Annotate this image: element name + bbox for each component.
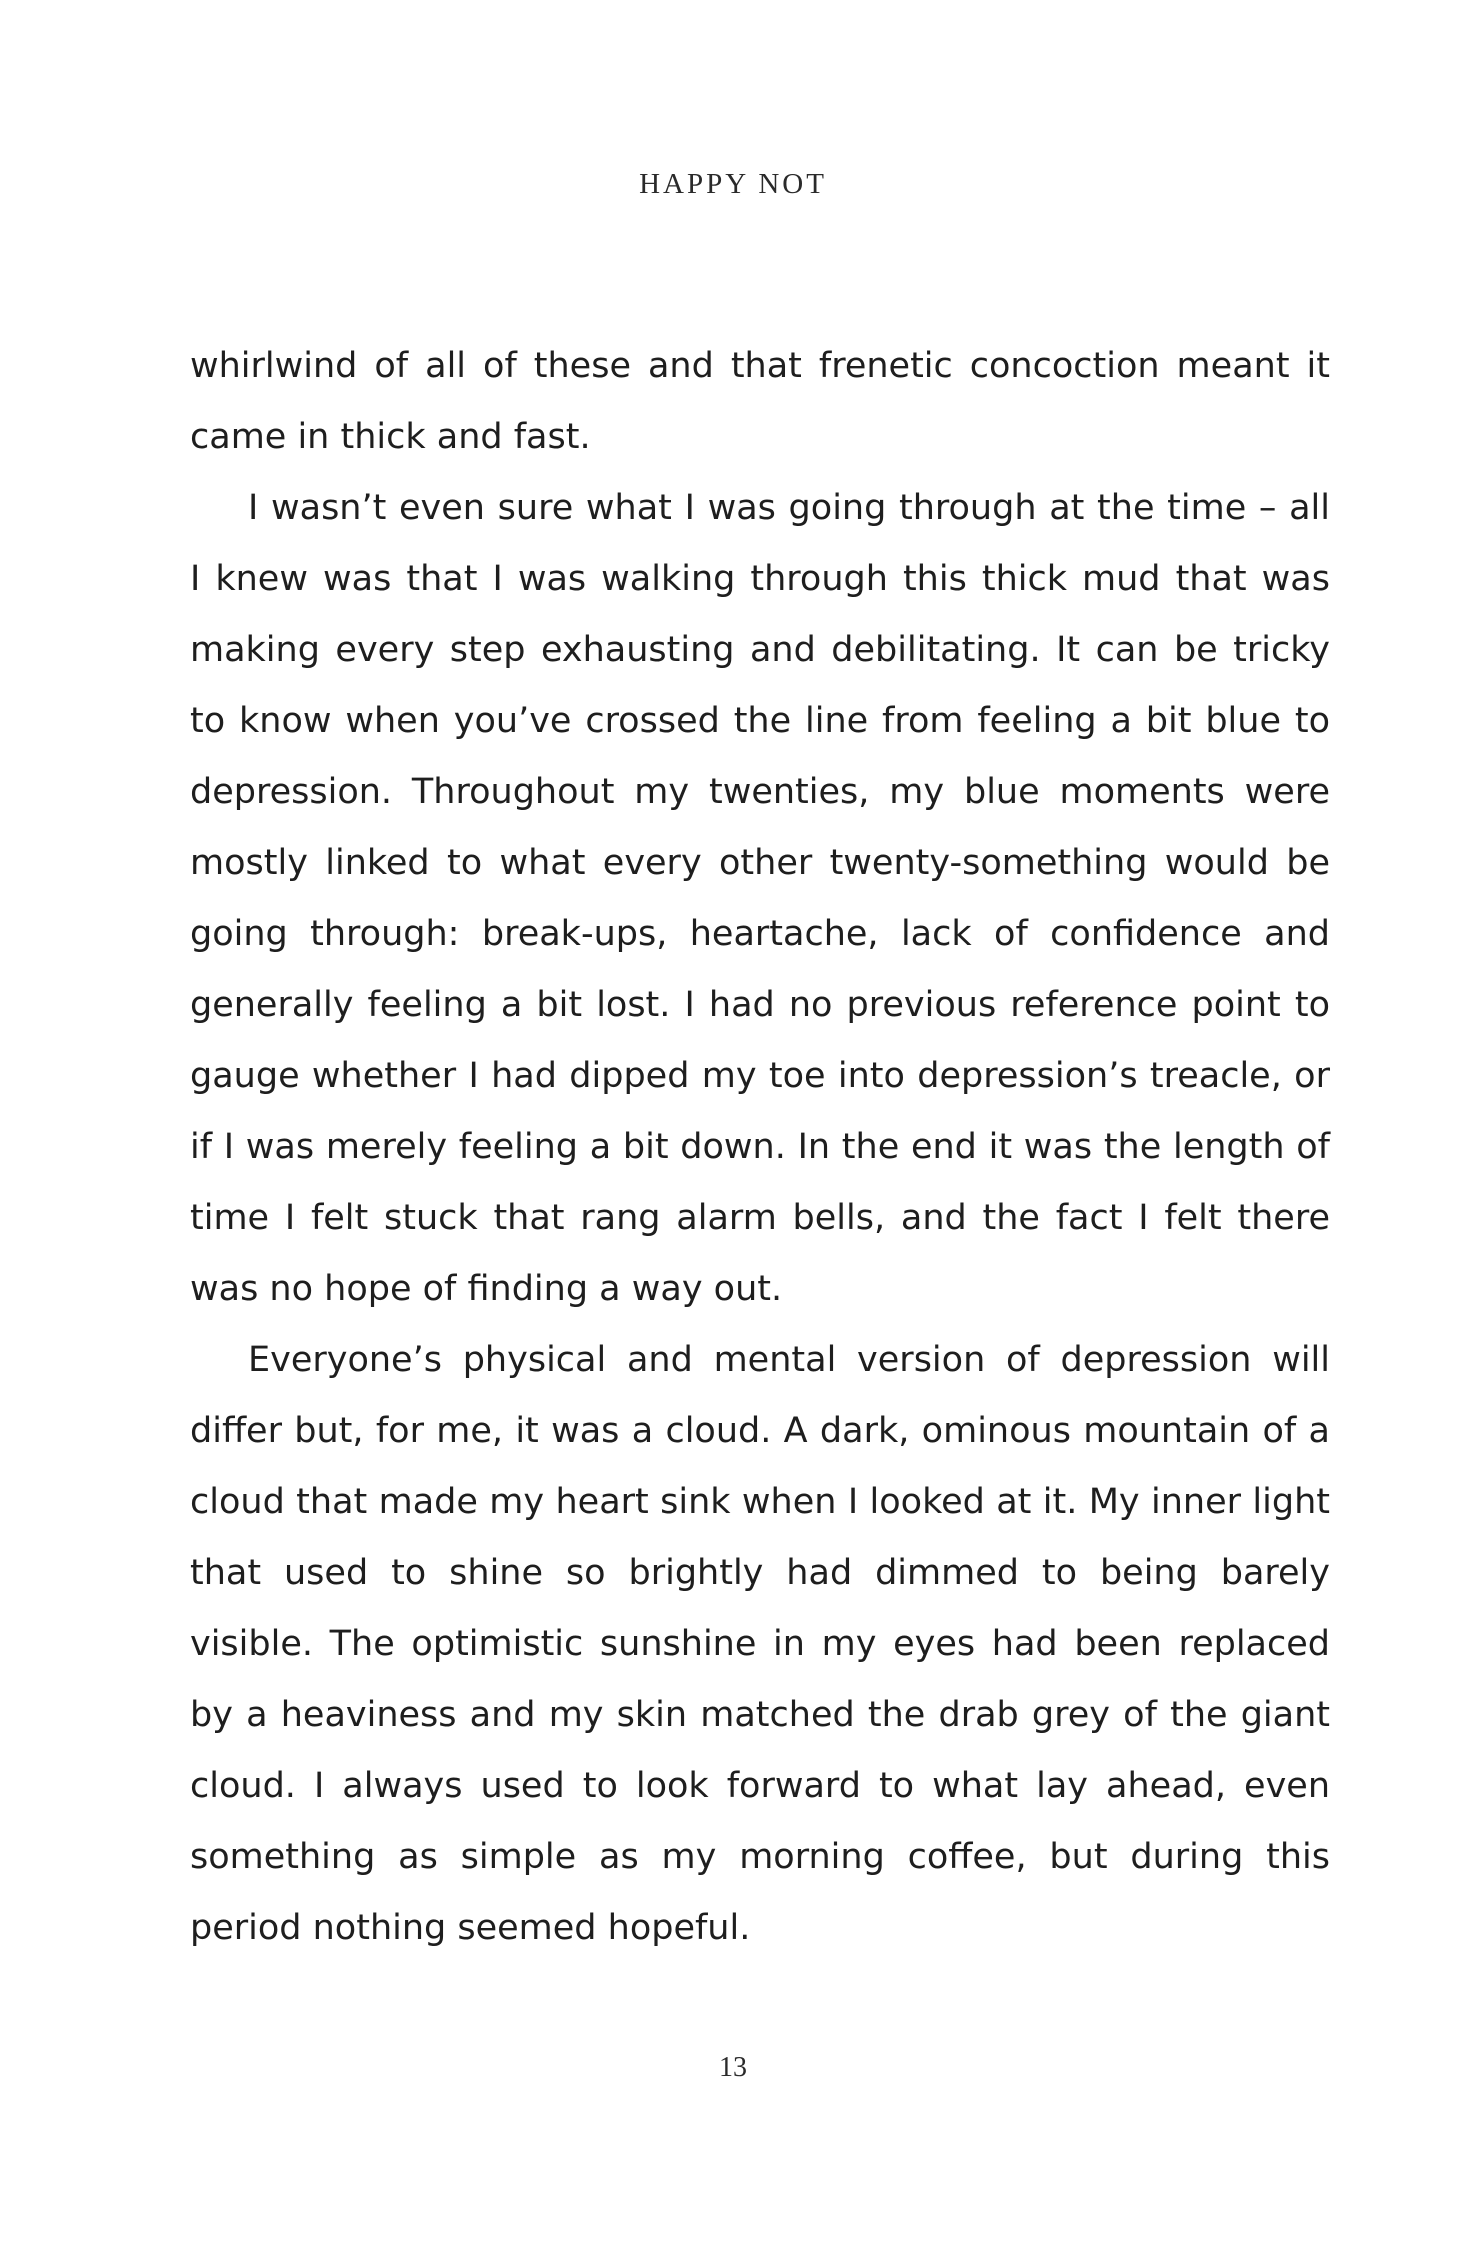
- paragraph: Everyone’s physical and mental version of depression will differ but, for me, it was a cloud. A dark, ominous mountain of a cloud that made my heart sink when I looked at it. My inner light that used to shine so brightly had dimmed to being barely visible. The optimistic sunshine in my eyes had been replaced by a heaviness and my skin matched the drab grey of the giant cloud. I always used to look forward to what lay ahead, even something as simple as my morning coffee, but during this period nothing seemed hopeful.: [190, 1340, 1330, 1948]
- page-number: 13: [719, 2052, 747, 2083]
- running-head: HAPPY NOT: [639, 168, 827, 200]
- body-text: [190, 331, 1330, 1964]
- paragraph: I wasn’t even sure what I was going through at the time – all I knew was that I was walking through this thick mud that was making every step exhausting and debilitating. It can be tricky to know when you’ve crossed the line from feeling a bit blue to depression. Throughout my twenties, my blue moments were mostly linked to what every other twenty-something would be going through: break-ups, heartache, lack of confidence and generally feeling a bit lost. I had no previous reference point to gauge whether I had dipped my toe into depression’s treacle, or if I was merely feeling a bit down. In the end it was the length of time I felt stuck that rang alarm bells, and the fact I felt there was no hope of finding a way out.: [190, 488, 1330, 1309]
- paragraph-continued: whirlwind of all of these and that frenetic concoction meant it came in thick and fast.: [190, 346, 1330, 457]
